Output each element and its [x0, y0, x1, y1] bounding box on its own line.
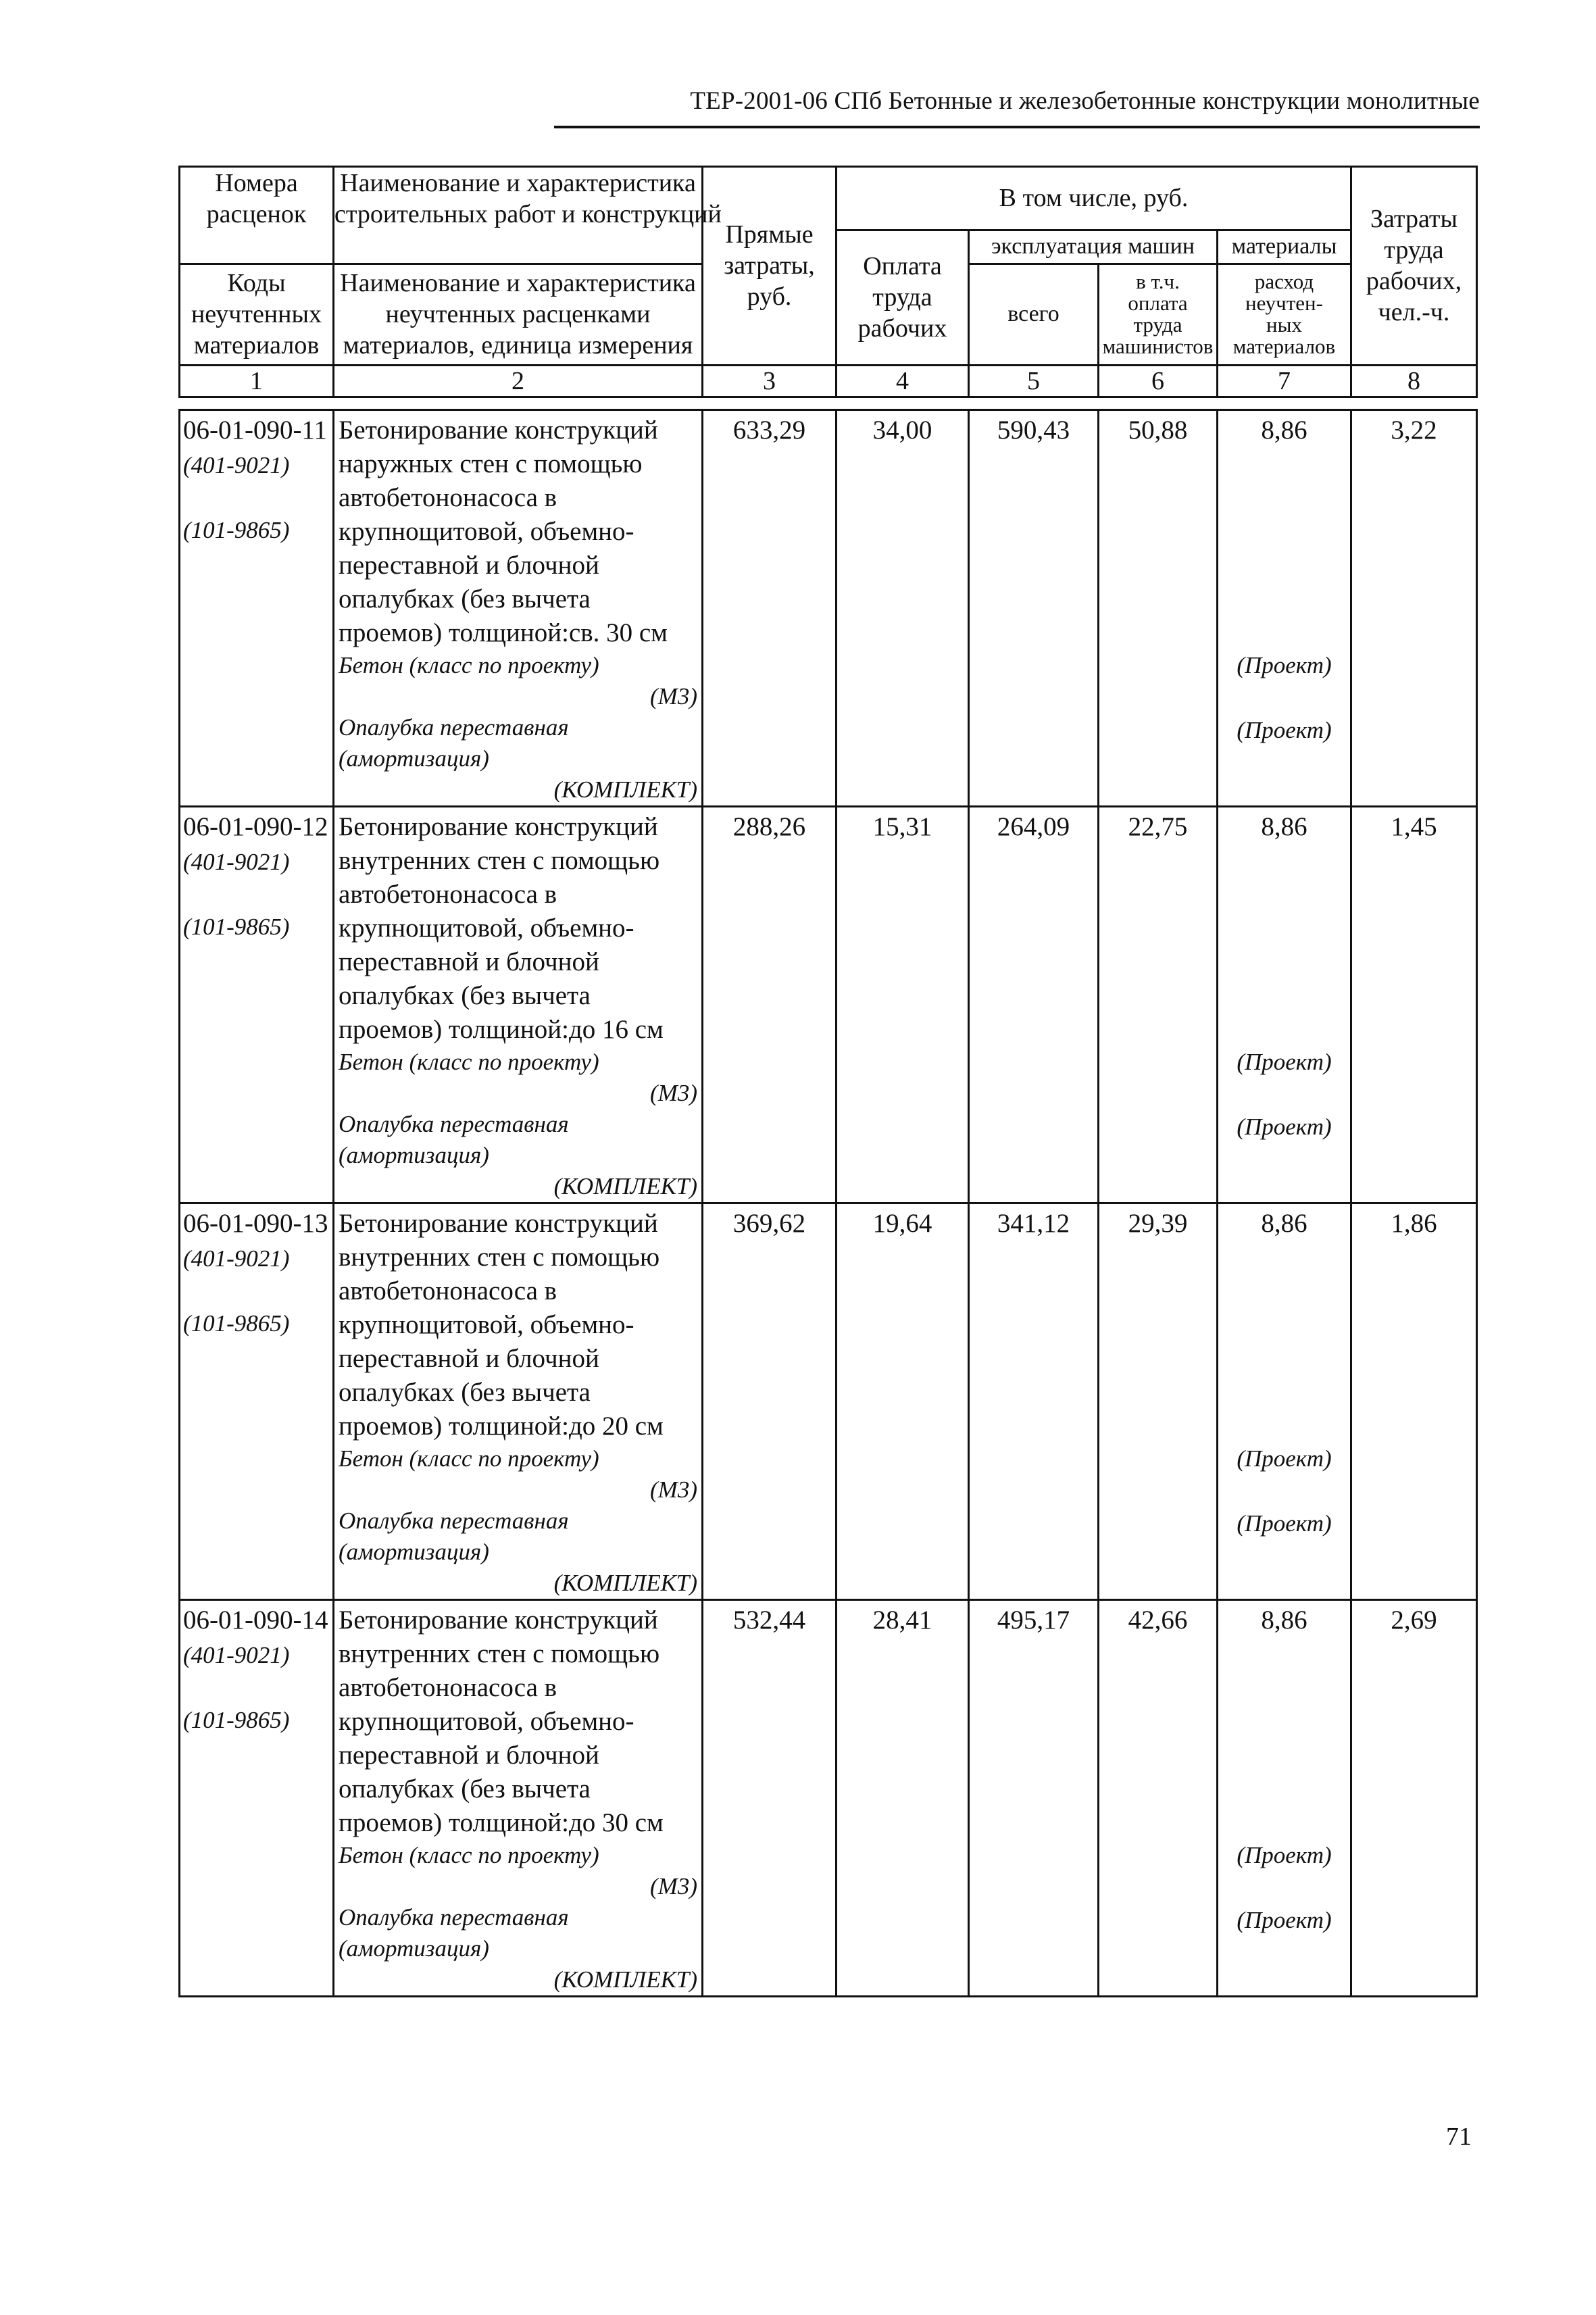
- material-quantity: (Проект): [1237, 1842, 1332, 1868]
- material-unit: (КОМПЛЕКТ): [553, 1570, 697, 1596]
- work-description-line: Бетонирование конструкций: [339, 1605, 658, 1635]
- machinist-pay: 42,66: [1128, 1605, 1188, 1635]
- work-description-line: проемов) толщиной:до 16 см: [339, 1015, 664, 1044]
- work-description-line: автобетононасоса в: [339, 483, 557, 512]
- material-name: [334, 712, 701, 774]
- machinist-pay: 22,75: [1128, 812, 1188, 841]
- work-description: [334, 1204, 701, 1443]
- materials-cost: 8,86: [1261, 416, 1307, 445]
- rate-code-cell: [180, 410, 334, 807]
- material-name-line: (амортизация): [339, 1935, 489, 1962]
- direct-costs-cell: [703, 807, 837, 1203]
- work-description-line: крупнощитовой, объемно-: [339, 517, 634, 546]
- labor-hours: 1,86: [1391, 1209, 1437, 1238]
- machines-total-cell: [969, 410, 1099, 807]
- material-code: (101-9865): [183, 517, 290, 543]
- rate-code-cell: [180, 1600, 334, 1997]
- material-code: (101-9865): [183, 1707, 290, 1733]
- labor-hours-cell: [1351, 1203, 1477, 1600]
- work-description-line: внутренних стен с помощью: [339, 1639, 660, 1668]
- machines-total: 341,12: [997, 1209, 1070, 1238]
- work-description-line: внутренних стен с помощью: [339, 1243, 660, 1272]
- header-labor-hours: Затраты труда рабочих, чел.-ч.: [1351, 167, 1477, 366]
- rate-code: 06-01-090-14: [183, 1605, 328, 1635]
- material-code: (101-9865): [183, 1310, 290, 1337]
- header-material-codes: Коды неучтенных материалов: [180, 264, 334, 365]
- header-spacer: [180, 230, 334, 264]
- machines-total-cell: [969, 1203, 1099, 1600]
- column-number: 2: [334, 365, 703, 397]
- machinist-pay: 29,39: [1128, 1209, 1188, 1238]
- material-quantity: (Проект): [1237, 1510, 1332, 1537]
- work-description-line: крупнощитовой, объемно-: [339, 914, 634, 943]
- machinist-pay-cell: [1099, 1600, 1218, 1997]
- work-description-line: опалубках (без вычета: [339, 1378, 591, 1407]
- work-description-line: автобетононасоса в: [339, 880, 557, 909]
- materials-cell: [1218, 410, 1351, 807]
- rate-code: 06-01-090-12: [183, 812, 328, 841]
- materials-cost: 8,86: [1261, 1209, 1307, 1238]
- work-description-line: крупнощитовой, объемно-: [339, 1707, 634, 1736]
- materials-cell: [1218, 1203, 1351, 1600]
- labor-hours-cell: [1351, 1600, 1477, 1997]
- work-description-line: Бетонирование конструкций: [339, 1209, 658, 1238]
- rate-row: [180, 410, 1477, 807]
- work-description-line: переставной и блочной: [339, 551, 599, 580]
- direct-costs: 369,62: [732, 1209, 806, 1238]
- material-code: (401-9021): [183, 1642, 290, 1668]
- material-unit: (М3): [650, 683, 697, 710]
- material-unit: (М3): [650, 1873, 697, 1899]
- materials-cell: [1218, 807, 1351, 1203]
- column-number: 1: [180, 365, 334, 397]
- material-unit: (М3): [650, 1080, 697, 1106]
- work-description-line: внутренних стен с помощью: [339, 846, 660, 875]
- header-direct-costs: Прямые затраты, руб.: [703, 167, 837, 366]
- header-rate-numbers: Номера расценок: [180, 167, 334, 230]
- work-description-line: проемов) толщиной:до 30 см: [339, 1808, 664, 1837]
- material-name-line: Опалубка переставная: [339, 714, 569, 741]
- work-description-line: опалубках (без вычета: [339, 1774, 591, 1803]
- direct-costs: 633,29: [732, 416, 806, 445]
- rate-code-cell: [180, 807, 334, 1203]
- header-machines-total: всего: [969, 264, 1099, 365]
- material-quantity: (Проект): [1237, 652, 1332, 678]
- material-name-line: Опалубка переставная: [339, 1508, 569, 1534]
- work-description-line: крупнощитовой, объемно-: [339, 1310, 634, 1339]
- header-worker-pay: Оплата труда рабочих: [837, 230, 969, 365]
- column-number: 8: [1351, 365, 1477, 397]
- material-unit: (КОМПЛЕКТ): [553, 776, 697, 803]
- direct-costs: 532,44: [732, 1605, 806, 1635]
- direct-costs-cell: [703, 1600, 837, 1997]
- description-cell: [334, 1600, 703, 1997]
- header-work-name: Наименование и характеристика строительных работ и конструкций: [334, 167, 703, 230]
- work-description-line: автобетононасоса в: [339, 1673, 557, 1702]
- header-machine-ops: эксплуатация машин: [969, 230, 1218, 264]
- material-code: (401-9021): [183, 849, 290, 875]
- labor-hours: 1,45: [1391, 812, 1437, 841]
- column-number: 7: [1218, 365, 1351, 397]
- labor-pay-cell: [837, 1600, 969, 1997]
- machinist-pay-cell: [1099, 410, 1218, 807]
- material-quantity: (Проект): [1237, 1445, 1332, 1472]
- rates-table: [178, 409, 1478, 1997]
- work-description-line: проемов) толщиной:св. 30 см: [339, 618, 668, 647]
- material-name: Бетон (класс по проекту): [339, 1842, 599, 1868]
- description-cell: [334, 410, 703, 807]
- work-description-line: опалубках (без вычета: [339, 981, 591, 1010]
- material-code: (401-9021): [183, 452, 290, 478]
- machinist-pay: 50,88: [1128, 416, 1188, 445]
- labor-pay: 28,41: [872, 1605, 932, 1635]
- work-description-line: Бетонирование конструкций: [339, 416, 658, 445]
- material-quantity: (Проект): [1237, 1907, 1332, 1933]
- work-description: [334, 1601, 701, 1840]
- rate-code: 06-01-090-13: [183, 1209, 328, 1238]
- labor-pay: 15,31: [872, 812, 932, 841]
- work-description-line: автобетононасоса в: [339, 1276, 557, 1305]
- description-cell: [334, 807, 703, 1203]
- machines-total: 264,09: [997, 812, 1070, 841]
- machines-total-cell: [969, 1600, 1099, 1997]
- direct-costs-cell: [703, 410, 837, 807]
- rate-row: [180, 807, 1477, 1203]
- header-rule: [554, 126, 1480, 128]
- direct-costs: 288,26: [732, 812, 806, 841]
- work-description-line: переставной и блочной: [339, 947, 599, 976]
- material-name: [334, 1109, 701, 1171]
- material-quantity: (Проект): [1237, 1114, 1332, 1140]
- labor-hours-cell: [1351, 807, 1477, 1203]
- work-description-line: переставной и блочной: [339, 1344, 599, 1373]
- work-description-line: проемов) толщиной:до 20 см: [339, 1412, 664, 1441]
- column-number: 3: [703, 365, 837, 397]
- work-description: [334, 411, 701, 650]
- material-name-line: (амортизация): [339, 1539, 489, 1565]
- material-name-line: Опалубка переставная: [339, 1904, 569, 1931]
- running-header: ТЕР-2001-06 СПб Бетонные и железобетонные конструкции монолитные: [690, 87, 1480, 115]
- material-name: Бетон (класс по проекту): [339, 652, 599, 678]
- labor-pay-cell: [837, 1203, 969, 1600]
- material-name-line: (амортизация): [339, 745, 489, 772]
- material-code: (401-9021): [183, 1245, 290, 1272]
- description-cell: [334, 1203, 703, 1600]
- material-quantity: (Проект): [1237, 717, 1332, 743]
- labor-hours: 3,22: [1391, 416, 1437, 445]
- material-quantity: (Проект): [1237, 1049, 1332, 1075]
- direct-costs-cell: [703, 1203, 837, 1600]
- rate-row: [180, 1600, 1477, 1997]
- machinist-pay-cell: [1099, 807, 1218, 1203]
- work-description: [334, 807, 701, 1047]
- header-material-name: Наименование и характеристика неучтенных расценками материалов, единица измерения: [334, 264, 703, 365]
- materials-cost: 8,86: [1261, 812, 1307, 841]
- page-number: 71: [1446, 2122, 1472, 2151]
- labor-pay: 34,00: [872, 416, 932, 445]
- machines-total: 590,43: [997, 416, 1070, 445]
- header-group-incl: В том числе, руб.: [837, 167, 1351, 230]
- work-description-line: Бетонирование конструкций: [339, 812, 658, 841]
- labor-pay-cell: [837, 410, 969, 807]
- machines-total-cell: [969, 807, 1099, 1203]
- material-name: [334, 1505, 701, 1568]
- material-name-line: (амортизация): [339, 1142, 489, 1168]
- materials-cell: [1218, 1600, 1351, 1997]
- material-name-line: Опалубка переставная: [339, 1111, 569, 1137]
- work-description-line: опалубках (без вычета: [339, 584, 591, 614]
- material-unit: (М3): [650, 1476, 697, 1503]
- column-header-table: [178, 166, 1478, 398]
- work-description-line: наружных стен с помощью: [339, 449, 643, 478]
- material-name: Бетон (класс по проекту): [339, 1445, 599, 1472]
- header-spacer: [334, 230, 703, 264]
- header-unaccounted-materials: расход неучтен- ных материалов: [1218, 264, 1351, 365]
- materials-cost: 8,86: [1261, 1605, 1307, 1635]
- rate-code-cell: [180, 1203, 334, 1600]
- material-name: Бетон (класс по проекту): [339, 1049, 599, 1075]
- material-name: [334, 1902, 701, 1964]
- labor-pay: 19,64: [872, 1209, 932, 1238]
- rate-code: 06-01-090-11: [183, 416, 328, 445]
- labor-hours: 2,69: [1391, 1605, 1437, 1635]
- header-materials: материалы: [1218, 230, 1351, 264]
- labor-hours-cell: [1351, 410, 1477, 807]
- column-number: 6: [1099, 365, 1218, 397]
- labor-pay-cell: [837, 807, 969, 1203]
- column-number: 5: [969, 365, 1099, 397]
- machines-total: 495,17: [997, 1605, 1070, 1635]
- rate-row: [180, 1203, 1477, 1600]
- material-unit: (КОМПЛЕКТ): [553, 1173, 697, 1199]
- column-number: 4: [837, 365, 969, 397]
- header-machinist-pay: в т.ч. оплата труда машинистов: [1099, 264, 1218, 365]
- material-code: (101-9865): [183, 914, 290, 940]
- machinist-pay-cell: [1099, 1203, 1218, 1600]
- material-unit: (КОМПЛЕКТ): [553, 1966, 697, 1993]
- work-description-line: переставной и блочной: [339, 1741, 599, 1770]
